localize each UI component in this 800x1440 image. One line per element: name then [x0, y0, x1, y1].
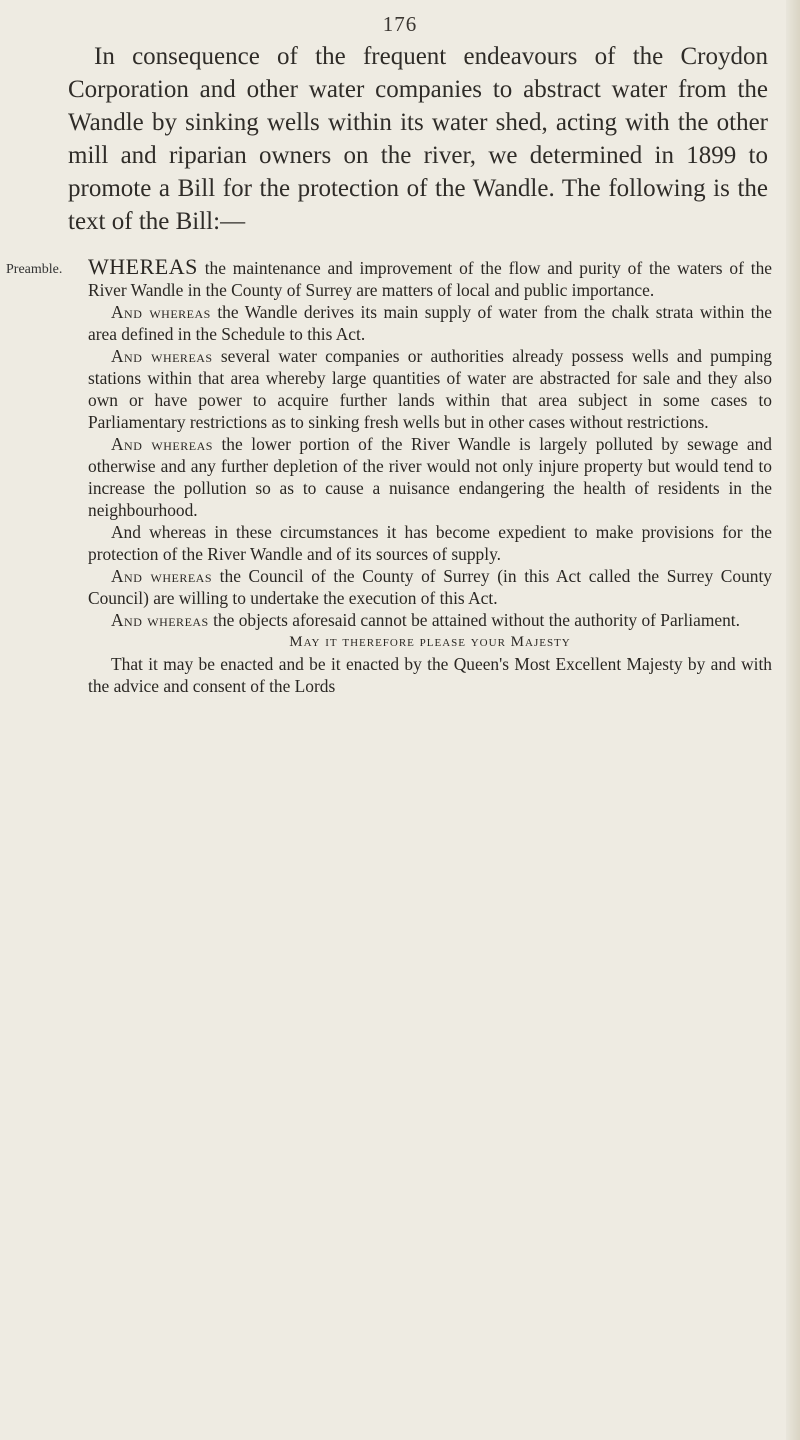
bill-enacting-title: May it therefore please your Majesty: [289, 634, 571, 650]
paragraph-lead: WHEREAS: [88, 254, 198, 279]
paragraph-body: the Council of the County of Surrey (in this Act called the Surrey County Council) are willing to undertake the execution of this Act.: [88, 566, 772, 608]
bill-paragraph-4: [88, 433, 772, 521]
intro-paragraph: [68, 40, 768, 238]
bill-text: [88, 256, 772, 697]
page-number: 176: [382, 12, 418, 36]
bill-paragraph-7: [88, 609, 772, 631]
bill-paragraph-3: [88, 345, 772, 433]
bill-paragraph-2: [88, 301, 772, 345]
margin-note-preamble: Preamble.: [6, 262, 63, 277]
paragraph-body: the maintenance and improvement of the flow and purity of the waters of the River Wandle in the County of Surrey are matters of local and public importance.: [88, 258, 772, 300]
paragraph-lead: And whereas: [111, 610, 209, 630]
bill-enacting-clause: That it may be enacted and be it enacted by the Queen's Most Excellent Majesty by and with the advice and consent of the Lords: [88, 654, 772, 696]
paragraph-lead: And whereas: [111, 346, 213, 366]
paragraph-lead: And whereas: [111, 566, 213, 586]
bill-paragraph-1: [88, 256, 772, 301]
paragraph-lead: And whereas: [111, 302, 211, 322]
paragraph-lead: And whereas: [111, 434, 213, 454]
paragraph-body: several water companies or authorities already possess wells and pumping stations within that area whereby large quantities of water are abstracted for sale and they also own or have power to acquire further lands within that area subject in some cases to Parliamentary restrictions as to sinking fresh wells but in other cases without restrictions.: [88, 346, 772, 432]
intro-text: In consequence of the frequent endeavours of the Croydon Corporation and other water companies to abstract water from the Wandle by sinking wells within its water shed, acting with the other mill and riparian owners on the river, we determined in 1899 to promote a Bill for the protection of the Wandle. The following is the text of the Bill:—: [68, 43, 768, 235]
paragraph-body: the lower portion of the River Wandle is largely polluted by sewage and otherwise and any further depletion of the river would not only injure property but would tend to increase the pollution so as to cause a nuisance endangering the health of residents in the neighbourhood.: [88, 434, 772, 520]
paragraph-body: the Wandle derives its main supply of water from the chalk strata within the area defined in the Schedule to this Act.: [88, 302, 772, 344]
bill-paragraph-5: And whereas in these circumstances it has become expedient to make provisions for the protection of the River Wandle and of its sources of supply.: [88, 522, 772, 564]
page-edge: [786, 0, 800, 1440]
paragraph-body: the objects aforesaid cannot be attained without the authority of Parliament.: [208, 610, 740, 630]
bill-paragraph-6: [88, 565, 772, 609]
